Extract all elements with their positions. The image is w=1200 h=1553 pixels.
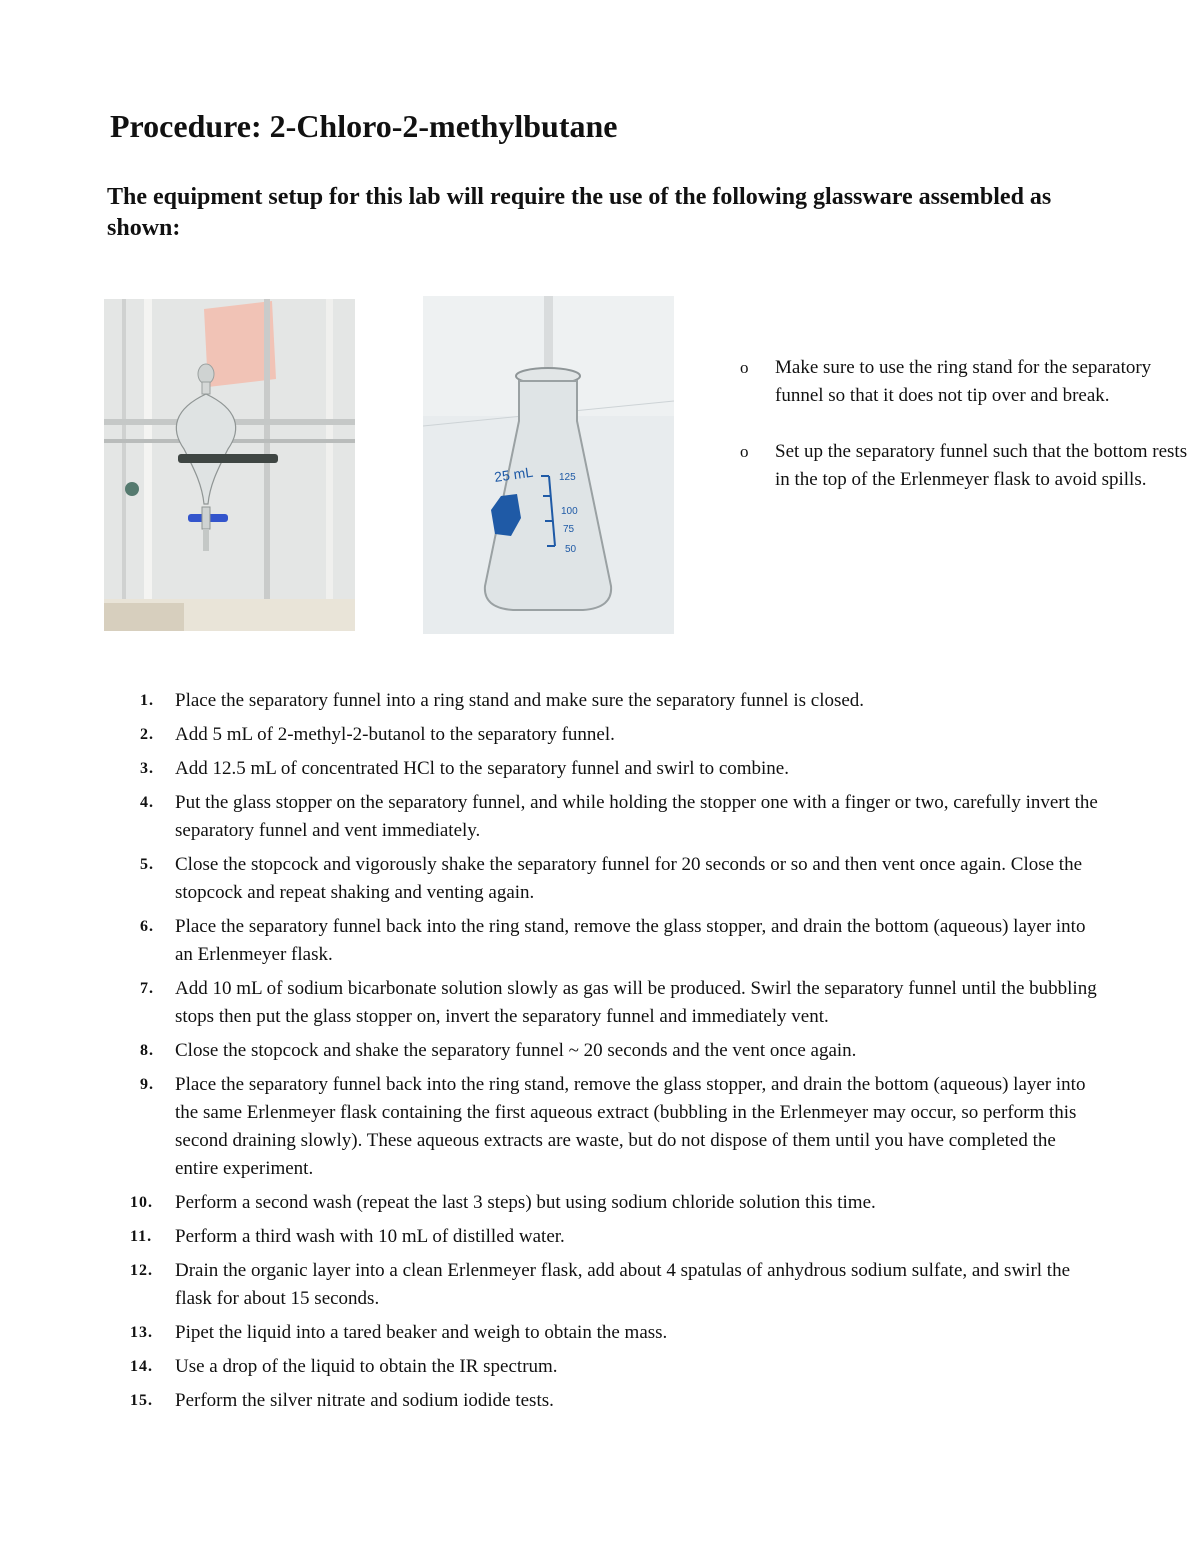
step-text: Perform the silver nitrate and sodium iodide tests. [175, 1390, 554, 1411]
step-text: Perform a second wash (repeat the last 3 steps) but using sodium chloride solution this time. [175, 1192, 876, 1213]
list-item [130, 755, 1100, 783]
flask-grad-75: 75 [563, 524, 575, 535]
step-number: 8. [140, 1042, 154, 1059]
step-text: Add 12.5 mL of concentrated HCl to the separatory funnel and swirl to combine. [175, 758, 789, 779]
step-number: 14. [130, 1358, 153, 1375]
step-text: Perform a third wash with 10 mL of distilled water. [175, 1226, 565, 1247]
step-text: Close the stopcock and vigorously shake the separatory funnel for 20 seconds or so and then vent once again. Close the stopcock and repeat shaking and venting again. [175, 854, 1083, 903]
step-number: 7. [140, 980, 154, 997]
step-text: Close the stopcock and shake the separatory funnel ~ 20 seconds and the vent once again. [175, 1040, 857, 1061]
step-text: Add 5 mL of 2-methyl-2-butanol to the separatory funnel. [175, 724, 615, 745]
list-item [130, 1071, 1100, 1183]
erlenmeyer-flask-photo [423, 296, 674, 634]
separatory-funnel-photo [104, 299, 355, 631]
step-text: Put the glass stopper on the separatory funnel, and while holding the stopper one with a finger or two, carefully invert the separatory funnel and vent immediately. [175, 792, 1098, 841]
step-text: Drain the organic layer into a clean Erlenmeyer flask, add about 4 spatulas of anhydrous sodium sulfate, and swirl the flask for about 15 seconds. [175, 1260, 1071, 1309]
list-item [130, 913, 1100, 969]
list-item [130, 1319, 1100, 1347]
flask-grad-mid: 100 [561, 506, 578, 517]
step-number: 5. [140, 856, 154, 873]
list-item [740, 354, 1200, 410]
list-item [130, 851, 1100, 907]
page-title: Procedure: 2-Chloro-2-methylbutane [110, 108, 618, 144]
step-text: Place the separatory funnel back into the ring stand, remove the glass stopper, and drain the bottom (aqueous) layer into the same Erlenmeyer flask containing the first aqueous extract (bubbling in the Erlenmeyer may occur, so perform this second draining slowly). These aqueous extracts are waste, but do not dispose of them until you have completed the entire experiment. [175, 1074, 1086, 1179]
step-number: 15. [130, 1392, 153, 1409]
list-item [130, 975, 1100, 1031]
list-item [130, 1223, 1100, 1251]
step-number: 6. [140, 918, 154, 935]
step-number: 10. [130, 1194, 153, 1211]
step-number: 13. [130, 1324, 153, 1341]
list-item [130, 1189, 1100, 1217]
step-number: 4. [140, 794, 154, 811]
bullet-marker: o [740, 442, 749, 461]
step-number: 3. [140, 760, 154, 777]
step-number: 1. [140, 692, 154, 709]
procedure-steps [130, 687, 1100, 1421]
step-number: 2. [140, 726, 154, 743]
step-text: Place the separatory funnel into a ring stand and make sure the separatory funnel is closed. [175, 690, 865, 711]
list-item [130, 1257, 1100, 1313]
step-text: Add 10 mL of sodium bicarbonate solution slowly as gas will be produced. Swirl the separatory funnel until the bubbling stops then put the glass stopper on, invert the separatory funnel and immediately vent. [175, 978, 1097, 1027]
bullet-text: Set up the separatory funnel such that the bottom rests in the top of the Erlenmeyer flask to avoid spills. [775, 441, 1188, 490]
flask-grad-50: 50 [565, 544, 577, 555]
list-item [130, 687, 1100, 715]
step-number: 9. [140, 1076, 154, 1093]
list-item [740, 438, 1200, 494]
flask-grad-top: 125 [559, 472, 576, 483]
list-item [130, 789, 1100, 845]
intro-text: The equipment setup for this lab will require the use of the following glassware assembled as shown: [107, 184, 1052, 241]
flask-volume-label: 25 mL [493, 463, 534, 485]
setup-notes [740, 354, 1200, 522]
list-item [130, 1353, 1100, 1381]
list-item [130, 1037, 1100, 1065]
step-number: 12. [130, 1262, 153, 1279]
step-text: Use a drop of the liquid to obtain the IR spectrum. [175, 1356, 558, 1377]
list-item [130, 1387, 1100, 1415]
list-item [130, 721, 1100, 749]
bullet-text: Make sure to use the ring stand for the separatory funnel so that it does not tip over and break. [775, 357, 1152, 406]
step-text: Place the separatory funnel back into the ring stand, remove the glass stopper, and drain the bottom (aqueous) layer into an Erlenmeyer flask. [175, 916, 1086, 965]
step-number: 11. [130, 1228, 153, 1245]
bullet-marker: o [740, 358, 749, 377]
step-text: Pipet the liquid into a tared beaker and weigh to obtain the mass. [175, 1322, 668, 1343]
